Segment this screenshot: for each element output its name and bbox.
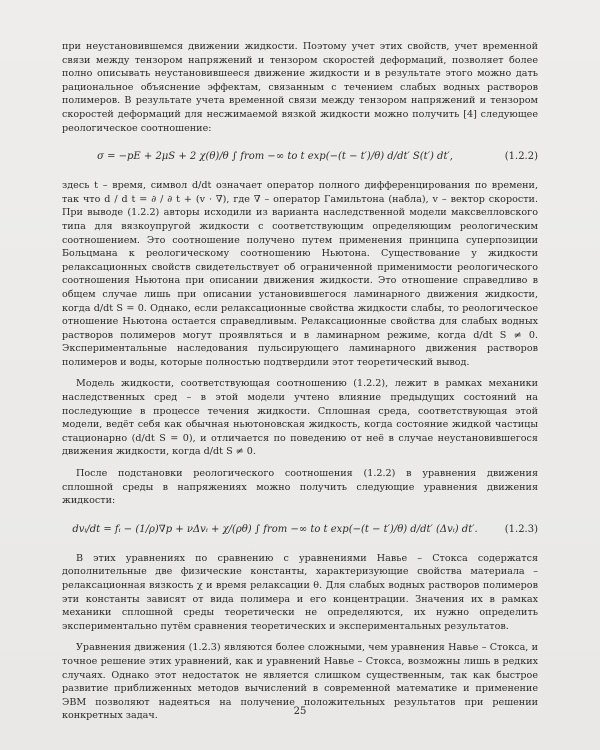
paragraph-6: Уравнения движения (1.2.3) являются более сложными, чем уравнения Навье – Стокса, и точное решение этих уравнений, как и уравнений Навье – Стокса, возможны лишь в редких случаях. Однако этот недостаток не является слишком существенным, так как быстрое развитие приближенных методов вычислений в современной математике и применение ЭВМ позволяют надеяться на получение положительных результатов при решении конкретных задач. — [62, 642, 538, 722]
page-number: 25 — [293, 706, 307, 717]
page-body — [62, 40, 538, 723]
equation-expression: σ = −pE + 2μS + 2 χ(θ)/θ ∫ from −∞ to t exp(−(t − t′)/θ) d/dt′ S(t′) dt′, — [97, 151, 453, 163]
equation-number: (1.2.3) — [504, 524, 538, 536]
equation-number: (1.2.2) — [504, 151, 538, 163]
paragraph-4: После подстановки реологического соотношения (1.2.2) в уравнения движения сплошной среды в напряжениях можно получить следующие уравнения движения жидкости: — [62, 468, 538, 507]
paragraph-5: В этих уравнениях по сравнению с уравнениями Навье – Стокса содержатся дополнительные две физические константы, характеризующие свойства материала – релаксационная вязкость χ и время релаксации θ. Для слабых водных растворов полимеров эти константы зависят от вида полимера и его концентрации. Значения их в рамках механики сплошной среды теоретически не определяются, их нужно определить экспериментально путём сравнения теоретических и экспериментальных результатов. — [62, 552, 538, 632]
equation-1-2-2 — [62, 135, 538, 179]
paragraph-3: Модель жидкости, соответствующая соотношению (1.2.2), лежит в рамках механики наследственных сред – в этой модели учтено влияние предыдущих состояний на последующие в процессе течения жидкости. Сплошная среда, соответствующая этой модели, ведёт себя как обычная ньютоновская жидкость, когда состояние жидкой частицы стационарно (d/dt S = 0), и отличается по поведению от неё в случае неустановившегося движения жидкости, когда d/dt S ≠ 0. — [62, 378, 538, 458]
paragraph-2: здесь t – время, символ d/dt означает оператор полного дифференцирования по времени, так что d / d t = ∂ / ∂ t + (v · ∇), где ∇ – оператор Гамильтона (набла), v – вектор скорости. При выводе (1.2.2) авторы исходили из варианта наследственной модели максвелловского типа для вязкоупругой жидкости с соответствующим определяющим реологическим соотношением. Это соотношение получено путем применения принципа суперпозиции Больцмана к реологическому соотношению Ньютона. Существование у жидкости релаксационных свойств свидетельствует об ограниченной применимости реологического соотношения Ньютона при описании движения жидкости. Это отношение справедливо в общем случае лишь при описании установившегося ламинарного движения жидкости, когда d/dt S = 0. Однако, если релаксационные свойства жидкости слабы, то реологическое отношение Ньютона остается справедливым. Релаксационные свойства для слабых водных растворов полимеров могут проявляться и в ламинарном режиме, когда d/dt S ≠ 0. Экспериментальные наследования пульсирующего ламинарного движения растворов полимеров и воды, которые полностью подтвердили этот теоретический вывод. — [62, 180, 538, 368]
paragraph-1: при неустановившемся движении жидкости. Поэтому учет этих свойств, учет временной связи между тензором напряжений и тензором скоростей деформаций, позволяет более полно описывать неустановившееся движение жидкости и в результате этого можно дать рациональное объяснение эффектам, связанным с течением слабых водных растворов полимеров. В результате учета временной связи между тензором напряжений и тензором скоростей деформаций для несжимаемой вязкой жидкости можно получить [4] следующее реологическое соотношение: — [62, 41, 538, 134]
equation-1-2-3 — [62, 508, 538, 552]
equation-expression: dvᵢ/dt = fᵢ − (1/ρ)∇p + νΔvᵢ + χ/(ρθ) ∫ from −∞ to t exp(−(t − t′)/θ) d/dt′ (Δvᵢ) dt′. — [72, 524, 478, 536]
